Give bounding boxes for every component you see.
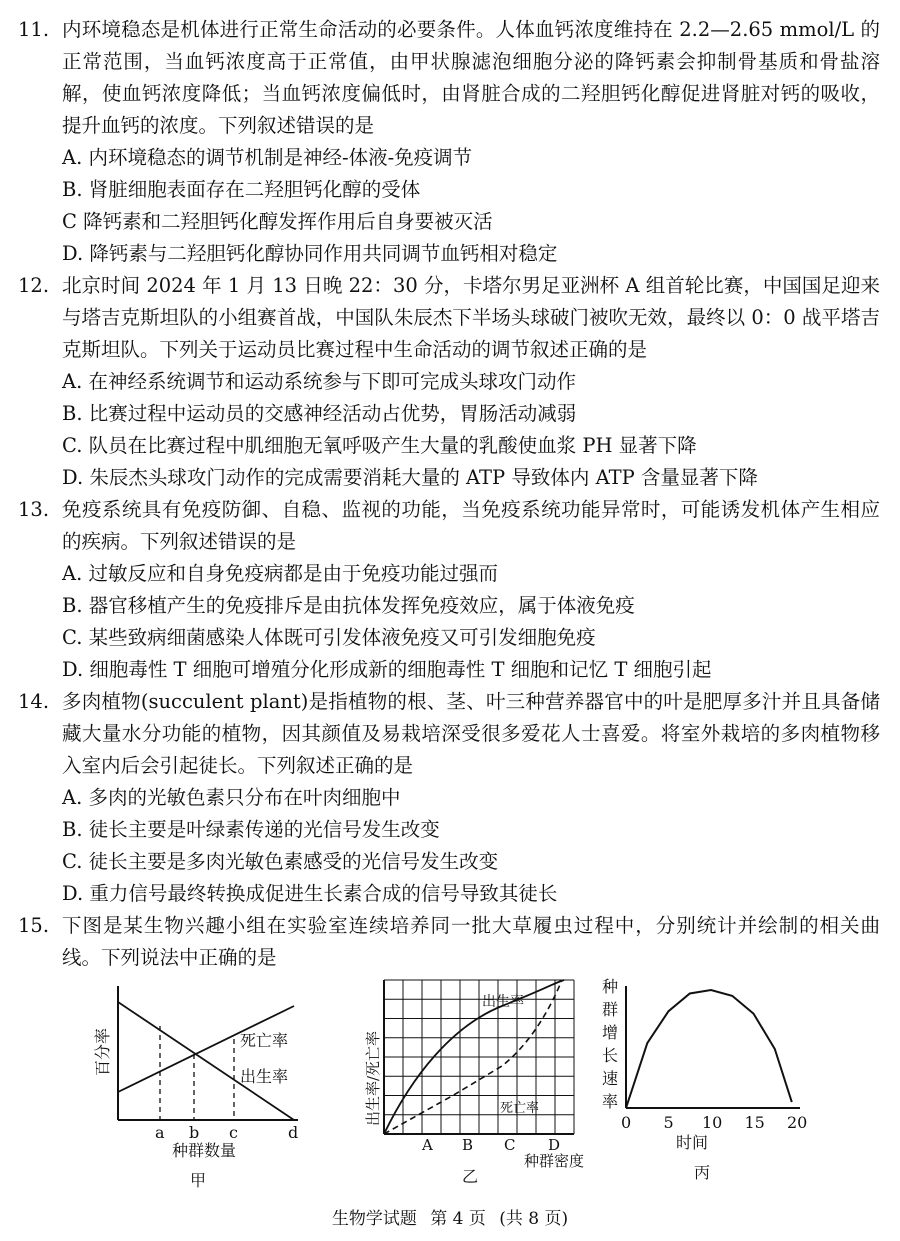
bing-ylabel-char: 种 [602, 977, 619, 996]
question-text: 内环境稳态是机体进行正常生命活动的必要条件。人体血钙浓度维持在 2.2—2.65 mmol/L 的正常范围，当血钙浓度高于正常值，由甲状腺滤泡细胞分泌的降钙素会抑制骨基质和骨盐溶解，使血钙浓度降低；当血钙浓度偏低时，由肾脏合成的二羟胆钙化醇促进肾脏对钙的吸收，提升血钙的浓度。下列叙述错误的是 [62, 18, 880, 137]
yi-ylabel: 出生率/死亡率 [364, 1030, 382, 1126]
exam-page [18, 14, 880, 974]
bing-tick-label: 10 [702, 1113, 723, 1132]
option-item: C. 徒长主要是多肉光敏色素感受的光信号发生改变 [62, 850, 499, 873]
footer-total: (共 8 页) [499, 1209, 569, 1229]
footer-page: 第 4 页 [430, 1209, 486, 1229]
bing-caption: 丙 [694, 1163, 711, 1182]
jia-tick-b: b [189, 1123, 200, 1142]
option-item: B. 肾脏细胞表面存在二羟胆钙化醇的受体 [62, 178, 421, 201]
option-item: C. 某些致病细菌感染人体既可引发体液免疫又可引发细胞免疫 [62, 626, 596, 649]
question-text: 多肉植物(succulent plant)是指植物的根、茎、叶三种营养器官中的叶是肥厚多汁并且具备储藏大量水分功能的植物，因其颜值及易栽培深受很多爱花人士喜爱。将室外栽培的多肉植物移入室内后会引起徒长。下列叙述正确的是 [62, 690, 880, 777]
option-item: A. 多肉的光敏色素只分布在叶肉细胞中 [62, 786, 401, 809]
bing-tick-label: 5 [663, 1113, 674, 1132]
bing-growth-curve [626, 990, 792, 1108]
yi-caption: 乙 [462, 1167, 479, 1186]
option-item: C 降钙素和二羟胆钙化醇发挥作用后自身要被灭活 [62, 210, 493, 233]
yi-death-label: 死亡率 [500, 1101, 540, 1116]
question-stem [18, 910, 880, 974]
jia-tick-c: c [229, 1123, 238, 1142]
jia-ylabel: 百分率 [93, 1027, 112, 1076]
figure-jia [93, 966, 328, 1198]
question-stem [18, 270, 880, 366]
yi-xlabel: 种群密度 [524, 1152, 585, 1170]
jia-birth-label: 出生率 [240, 1067, 289, 1086]
jia-tick-d: d [288, 1123, 299, 1142]
question-text: 北京时间 2024 年 1 月 13 日晚 22：30 分，卡塔尔男足亚洲杯 A 组首轮比赛，中国国足迎来与塔吉克斯坦队的小组赛首战，中国队朱辰杰下半场头球破门被吹无效，最终以 0：0 战平塔吉克斯坦队。下列关于运动员比赛过程中生命活动的调节叙述正确的是 [62, 274, 880, 361]
bing-ylabel-char: 速 [602, 1069, 619, 1088]
option-item: B. 比赛过程中运动员的交感神经活动占优势，胃肠活动减弱 [62, 402, 577, 425]
option-item: A. 在神经系统调节和运动系统参与下即可完成头球攻门动作 [62, 370, 576, 393]
jia-caption: 甲 [190, 1171, 207, 1190]
option-item: B. 器官移植产生的免疫排斥是由抗体发挥免疫效应，属于体液免疫 [62, 594, 635, 617]
question-number: 14. [18, 690, 50, 713]
question-text: 免疫系统具有免疫防御、自稳、监视的功能，当免疫系统功能异常时，可能诱发机体产生相应的疾病。下列叙述错误的是 [62, 498, 880, 553]
figure-yi [352, 966, 592, 1198]
yi-birth-label: 出生率 [482, 994, 524, 1010]
yi-tick-D: D [548, 1136, 561, 1154]
bing-ylabel [602, 977, 618, 1111]
option-item: D. 降钙素与二羟胆钙化醇协同作用共同调节血钙相对稳定 [62, 242, 558, 265]
question-4 [18, 910, 880, 974]
question-text: 下图是某生物兴趣小组在实验室连续培养同一批大草履虫过程中，分别统计并绘制的相关曲线。下列说法中正确的是 [62, 914, 880, 969]
option-item: C. 队员在比赛过程中肌细胞无氧呼吸产生大量的乳酸使血浆 PH 显著下降 [62, 434, 697, 457]
bing-xlabel: 时间 [676, 1133, 709, 1152]
bing-ylabel-char: 长 [602, 1046, 619, 1065]
option-item: D. 细胞毒性 T 细胞可增殖分化形成新的细胞毒性 T 细胞和记忆 T 细胞引起 [62, 658, 712, 681]
option-item: B. 徒长主要是叶绿素传递的光信号发生改变 [62, 818, 440, 841]
jia-death-label: 死亡率 [240, 1031, 289, 1050]
question-number: 15. [18, 914, 50, 937]
question-stem [18, 686, 880, 782]
yi-tick-B: B [462, 1136, 474, 1154]
jia-xlabel: 种群数量 [172, 1141, 237, 1160]
question-0 [18, 14, 880, 270]
jia-tick-a: a [155, 1123, 165, 1142]
yi-tick-A: A [422, 1136, 433, 1154]
bing-tick-label: 20 [787, 1113, 808, 1132]
question-stem [18, 14, 880, 142]
question-number: 13. [18, 498, 50, 521]
question-number: 11. [18, 18, 50, 41]
question-stem [18, 494, 880, 558]
option-item: A. 过敏反应和自身免疫病都是由于免疫功能过强而 [62, 562, 498, 585]
option-item: A. 内环境稳态的调节机制是神经-体液-免疫调节 [62, 146, 473, 169]
figure-bing [596, 966, 826, 1198]
option-item: D. 朱辰杰头球攻门动作的完成需要消耗大量的 ATP 导致体内 ATP 含量显著下降 [62, 466, 758, 489]
option-item: D. 重力信号最终转换成促进生长素合成的信号导致其徒长 [62, 882, 558, 905]
bing-tick-label: 0 [621, 1113, 632, 1132]
page-footer [0, 1204, 900, 1229]
bing-tick-label: 15 [744, 1113, 765, 1132]
yi-grid [384, 980, 574, 1134]
bing-ylabel-char: 率 [602, 1092, 619, 1111]
figures-row [0, 966, 900, 1196]
question-3 [18, 686, 880, 910]
question-2 [18, 494, 880, 686]
question-number: 12. [18, 274, 50, 297]
bing-x-ticks [621, 1113, 807, 1132]
question-list [18, 14, 880, 974]
question-1 [18, 270, 880, 494]
bing-ylabel-char: 群 [602, 1000, 619, 1019]
yi-tick-C: C [504, 1136, 516, 1154]
bing-ylabel-char: 增 [602, 1023, 619, 1042]
footer-subject: 生物学试题 [331, 1209, 417, 1229]
